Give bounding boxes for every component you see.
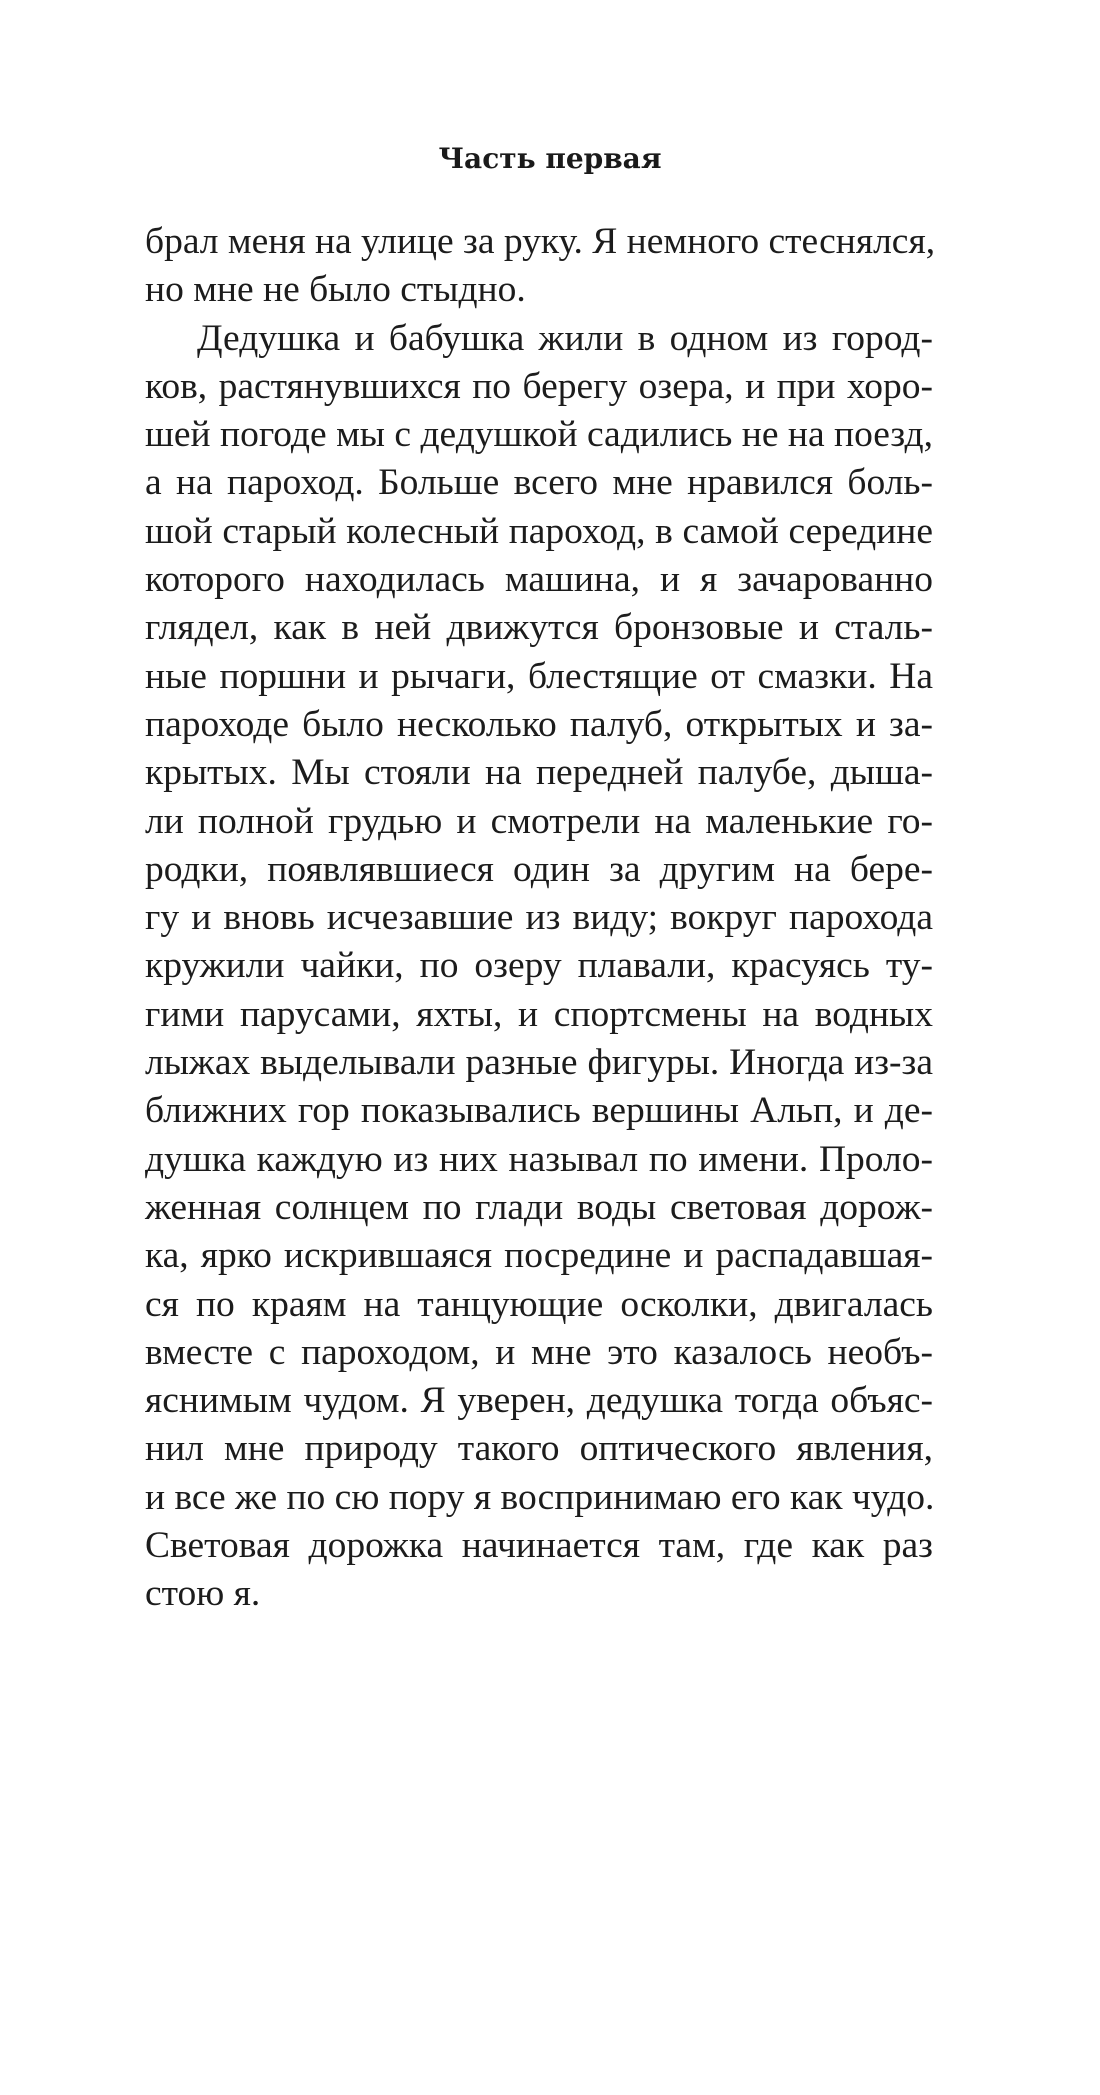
text-line: ка, ярко искрившаяся посредине и распадавшая-: [145, 1235, 933, 1277]
text-line: Световая дорожка начинается там, где как раз: [145, 1525, 933, 1567]
text-line: и все же по сю пору я воспринимаю его как чудо.: [145, 1476, 935, 1518]
text-line: женная солнцем по глади воды световая дорож-: [145, 1186, 933, 1228]
text-line: родки, появлявшиеся один за другим на бере-: [145, 848, 933, 890]
body-text: [145, 218, 936, 1619]
text-line: глядел, как в ней движутся бронзовые и сталь-: [145, 607, 933, 649]
paragraph-1: [145, 218, 936, 315]
text-line: ся по краям на танцующие осколки, двигалась: [145, 1283, 933, 1325]
text-line: кружили чайки, по озеру плавали, красуясь ту-: [145, 945, 933, 987]
text-line: ближних гор показывались вершины Альп, и де-: [145, 1090, 933, 1132]
paragraph-2: [145, 315, 933, 1619]
running-head: Часть первая: [438, 142, 662, 175]
text-line: лыжах выделывали разные фигуры. Иногда из-за: [145, 1042, 933, 1084]
text-line: брал меня на улице за руку. Я немного стеснялся,: [145, 221, 936, 262]
text-line: шой старый колесный пароход, в самой середине: [145, 510, 933, 552]
text-line: а на пароход. Больше всего мне нравился боль-: [145, 462, 933, 504]
text-line: душка каждую из них называл по имени. Проло-: [145, 1138, 933, 1180]
text-line: стою я.: [145, 1573, 261, 1615]
text-line: пароходе было несколько палуб, открытых и за-: [145, 703, 933, 745]
text-line: яснимым чудом. Я уверен, дедушка тогда объяс-: [145, 1380, 933, 1422]
text-line: крытых. Мы стояли на передней палубе, дыша-: [145, 752, 933, 794]
text-line: Дедушка и бабушка жили в одном из город-: [197, 317, 933, 359]
text-line: ков, растянувшихся по берегу озера, и при хоро-: [145, 365, 933, 407]
text-line: но мне не было стыдно.: [145, 269, 526, 311]
text-line: шей погоде мы с дедушкой садились не на поезд,: [145, 414, 933, 456]
text-line: гими парусами, яхты, и спортсмены на водных: [145, 993, 933, 1035]
text-line: ные поршни и рычаги, блестящие от смазки. На: [145, 655, 933, 697]
text-line: которого находилась машина, и я зачарованно: [145, 559, 933, 601]
text-line: гу и вновь исчезавшие из виду; вокруг парохода: [145, 897, 933, 939]
text-line: нил мне природу такого оптического явления,: [145, 1428, 933, 1470]
text-line: вместе с пароходом, и мне это казалось необъ-: [145, 1331, 933, 1373]
text-line: ли полной грудью и смотрели на маленькие го-: [145, 800, 933, 842]
